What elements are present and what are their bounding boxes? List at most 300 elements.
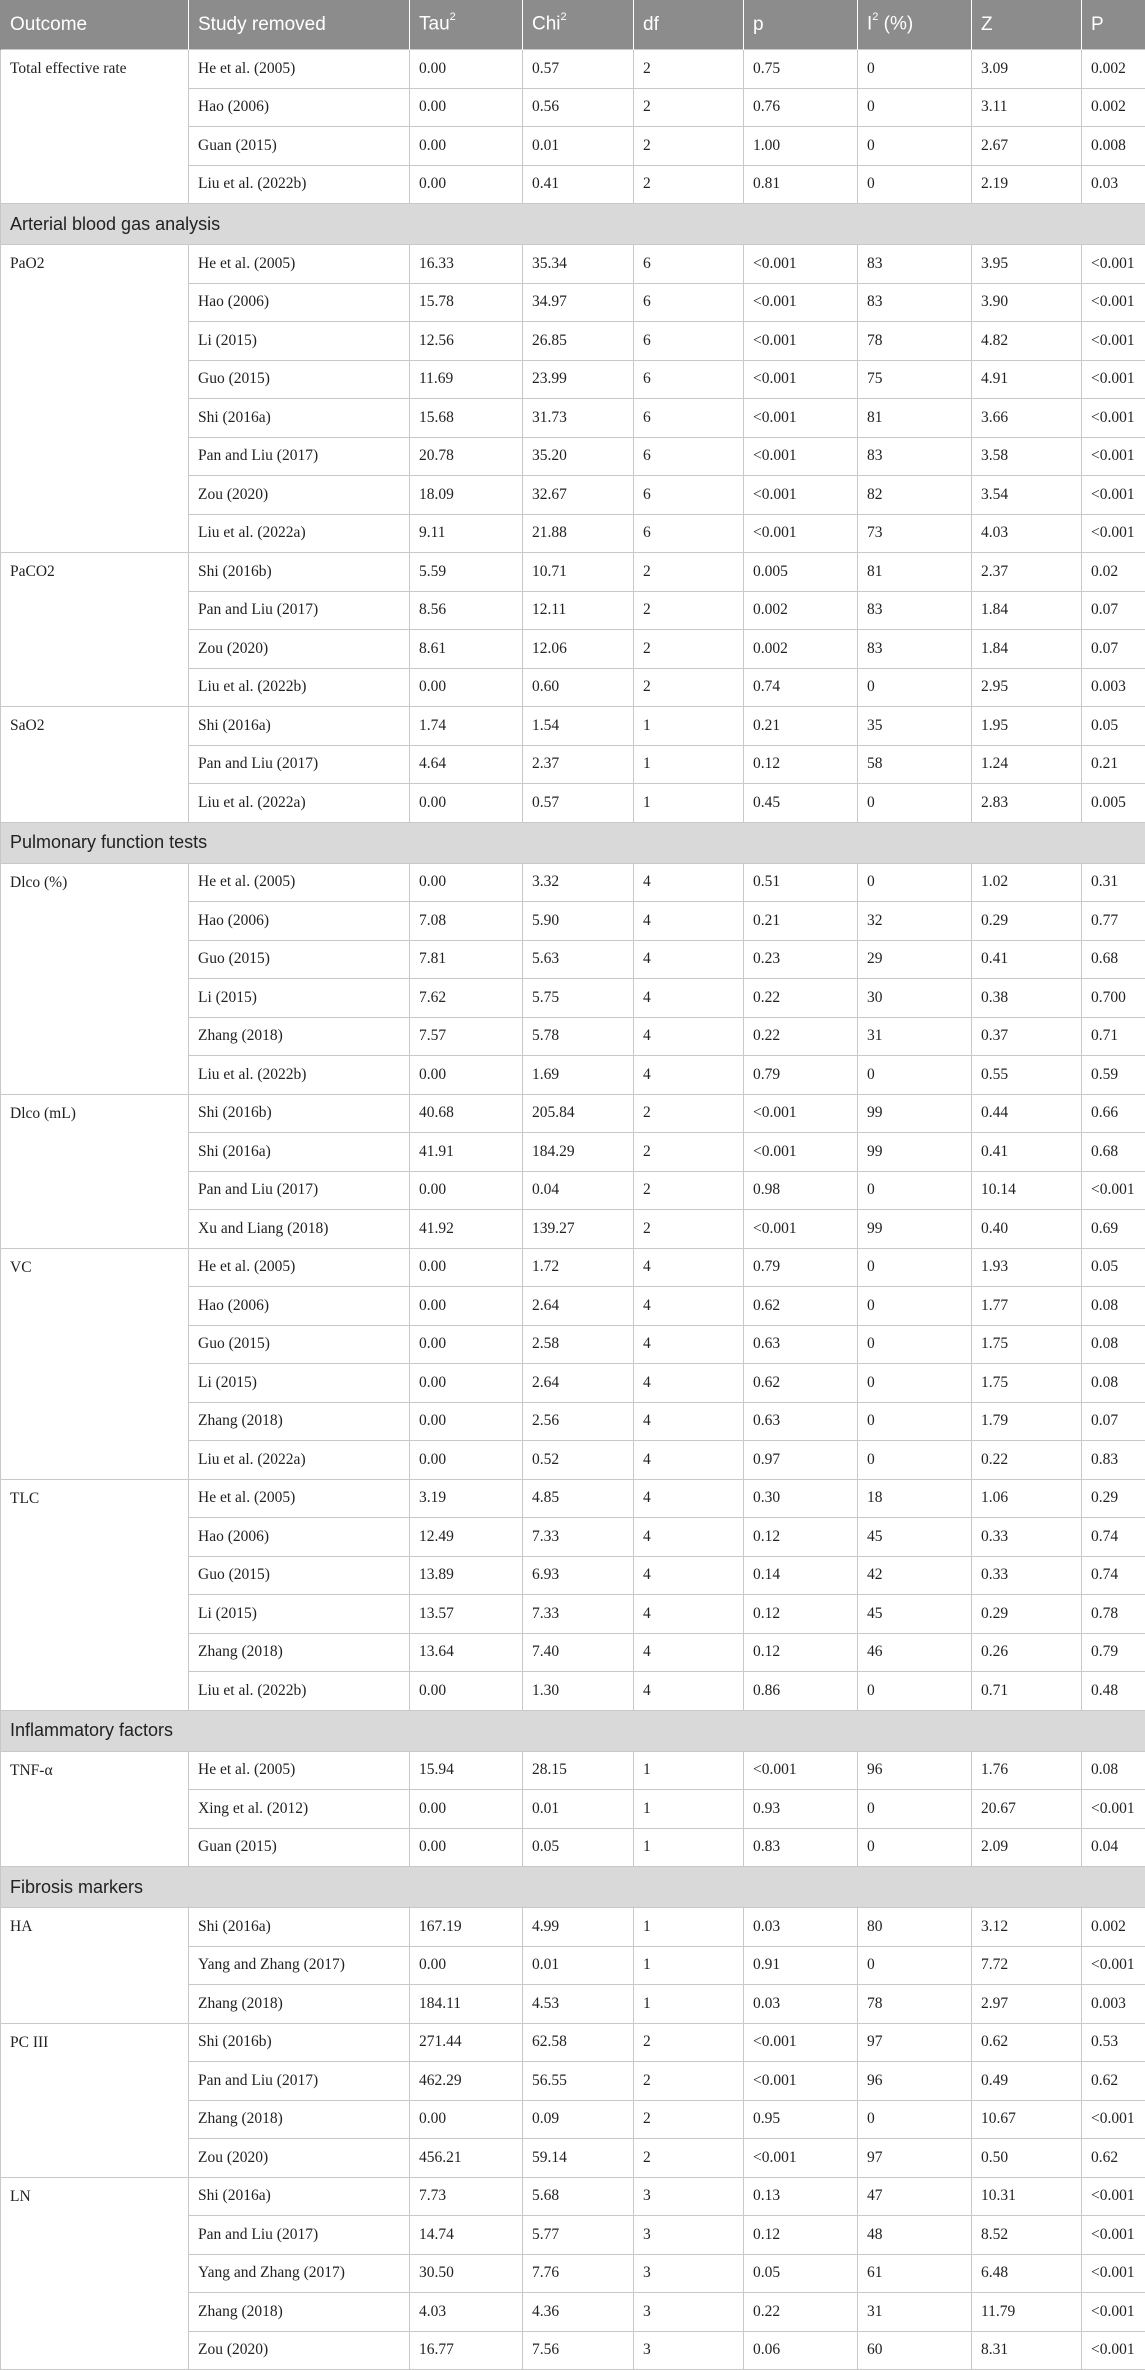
- df-cell: 2: [634, 2100, 744, 2139]
- study-cell: Liu et al. (2022a): [189, 784, 410, 823]
- tau2-cell: 0.00: [410, 1171, 523, 1210]
- z-cell: 1.75: [972, 1325, 1082, 1364]
- study-cell: Shi (2016a): [189, 1133, 410, 1172]
- study-cell: Shi (2016a): [189, 707, 410, 746]
- i2-cell: 45: [858, 1595, 972, 1634]
- i2-cell: 35: [858, 707, 972, 746]
- i2-cell: 0: [858, 50, 972, 89]
- chi2-cell: 1.72: [523, 1248, 634, 1287]
- tau2-cell: 0.00: [410, 1287, 523, 1326]
- chi2-cell: 59.14: [523, 2139, 634, 2178]
- df-cell: 4: [634, 1056, 744, 1095]
- tau2-cell: 0.00: [410, 1056, 523, 1095]
- df-cell: 4: [634, 1402, 744, 1441]
- study-cell: Hao (2006): [189, 283, 410, 322]
- table-row: [1, 553, 1145, 592]
- p-cell: 0.95: [744, 2100, 858, 2139]
- df-cell: 6: [634, 322, 744, 361]
- z-cell: 1.93: [972, 1248, 1082, 1287]
- df-cell: 6: [634, 360, 744, 399]
- outcome-cell: Total effective rate: [1, 50, 189, 204]
- p-cell: 0.03: [744, 1908, 858, 1947]
- p-value-cell: 0.53: [1082, 2023, 1145, 2062]
- i2-cell: 0: [858, 1248, 972, 1287]
- chi2-cell: 56.55: [523, 2062, 634, 2101]
- p-value-cell: 0.66: [1082, 1094, 1145, 1133]
- tau2-cell: 0.00: [410, 2100, 523, 2139]
- tau2-cell: 462.29: [410, 2062, 523, 2101]
- df-cell: 3: [634, 2293, 744, 2332]
- section-row: [1, 822, 1145, 863]
- p-value-cell: 0.07: [1082, 591, 1145, 630]
- z-cell: 8.31: [972, 2331, 1082, 2370]
- outcome-cell: PaO2: [1, 245, 189, 553]
- p-value-cell: 0.48: [1082, 1672, 1145, 1711]
- chi2-cell: 2.56: [523, 1402, 634, 1441]
- i2-cell: 0: [858, 668, 972, 707]
- p-value-cell: <0.001: [1082, 437, 1145, 476]
- z-cell: 0.37: [972, 1017, 1082, 1056]
- p-value-cell: <0.001: [1082, 1946, 1145, 1985]
- chi2-cell: 4.99: [523, 1908, 634, 1947]
- p-cell: <0.001: [744, 437, 858, 476]
- study-cell: Liu et al. (2022b): [189, 668, 410, 707]
- tau2-cell: 167.19: [410, 1908, 523, 1947]
- i2-cell: 61: [858, 2254, 972, 2293]
- i2-cell: 0: [858, 1364, 972, 1403]
- header-z: Z: [972, 0, 1082, 50]
- z-cell: 10.31: [972, 2177, 1082, 2216]
- df-cell: 2: [634, 630, 744, 669]
- study-cell: Pan and Liu (2017): [189, 591, 410, 630]
- p-value-cell: 0.04: [1082, 1828, 1145, 1867]
- df-cell: 4: [634, 902, 744, 941]
- chi2-cell: 32.67: [523, 476, 634, 515]
- z-cell: 0.62: [972, 2023, 1082, 2062]
- p-value-cell: 0.08: [1082, 1751, 1145, 1790]
- df-cell: 3: [634, 2216, 744, 2255]
- tau2-cell: 13.64: [410, 1633, 523, 1672]
- df-cell: 3: [634, 2177, 744, 2216]
- header-study-removed: Study removed: [189, 0, 410, 50]
- table-row: [1, 50, 1145, 89]
- chi2-cell: 7.56: [523, 2331, 634, 2370]
- table-row: [1, 707, 1145, 746]
- i2-cell: 60: [858, 2331, 972, 2370]
- p-cell: 0.21: [744, 902, 858, 941]
- df-cell: 2: [634, 1210, 744, 1249]
- chi2-cell: 6.93: [523, 1556, 634, 1595]
- p-value-cell: 0.71: [1082, 1017, 1145, 1056]
- df-cell: 3: [634, 2331, 744, 2370]
- df-cell: 6: [634, 399, 744, 438]
- study-cell: Guo (2015): [189, 1556, 410, 1595]
- z-cell: 0.29: [972, 902, 1082, 941]
- df-cell: 4: [634, 1017, 744, 1056]
- p-value-cell: 0.74: [1082, 1518, 1145, 1557]
- z-cell: 1.84: [972, 630, 1082, 669]
- z-cell: 3.66: [972, 399, 1082, 438]
- p-value-cell: 0.77: [1082, 902, 1145, 941]
- chi2-cell: 7.76: [523, 2254, 634, 2293]
- p-cell: 0.002: [744, 591, 858, 630]
- chi2-cell: 139.27: [523, 1210, 634, 1249]
- chi2-cell: 21.88: [523, 514, 634, 553]
- tau2-cell: 0.00: [410, 50, 523, 89]
- tau2-cell: 7.57: [410, 1017, 523, 1056]
- df-cell: 4: [634, 1672, 744, 1711]
- outcome-cell: Dlco (%): [1, 863, 189, 1094]
- tau2-cell: 7.81: [410, 940, 523, 979]
- i2-cell: 81: [858, 553, 972, 592]
- study-cell: Pan and Liu (2017): [189, 437, 410, 476]
- p-value-cell: 0.79: [1082, 1633, 1145, 1672]
- study-cell: Hao (2006): [189, 88, 410, 127]
- i2-cell: 31: [858, 1017, 972, 1056]
- i2-cell: 0: [858, 1441, 972, 1480]
- i2-cell: 83: [858, 245, 972, 284]
- tau2-cell: 30.50: [410, 2254, 523, 2293]
- tau2-cell: 0.00: [410, 1672, 523, 1711]
- chi2-cell: 7.33: [523, 1595, 634, 1634]
- study-cell: Xing et al. (2012): [189, 1790, 410, 1829]
- chi2-cell: 2.64: [523, 1364, 634, 1403]
- header-chi2: Chi$^2$: [523, 0, 634, 50]
- z-cell: 1.76: [972, 1751, 1082, 1790]
- table-row: [1, 2177, 1145, 2216]
- header-i2: $I^2$ (%): [858, 0, 972, 50]
- p-value-cell: 0.05: [1082, 1248, 1145, 1287]
- chi2-cell: 0.01: [523, 127, 634, 166]
- p-cell: <0.001: [744, 360, 858, 399]
- z-cell: 0.41: [972, 940, 1082, 979]
- z-cell: 0.50: [972, 2139, 1082, 2178]
- p-value-cell: <0.001: [1082, 2331, 1145, 2370]
- p-cell: <0.001: [744, 2139, 858, 2178]
- study-cell: Shi (2016b): [189, 1094, 410, 1133]
- study-cell: He et al. (2005): [189, 50, 410, 89]
- chi2-cell: 0.56: [523, 88, 634, 127]
- chi2-cell: 0.05: [523, 1828, 634, 1867]
- study-cell: Guo (2015): [189, 360, 410, 399]
- df-cell: 1: [634, 1908, 744, 1947]
- chi2-cell: 0.01: [523, 1946, 634, 1985]
- df-cell: 2: [634, 591, 744, 630]
- chi2-cell: 0.57: [523, 50, 634, 89]
- chi2-cell: 0.52: [523, 1441, 634, 1480]
- p-value-cell: <0.001: [1082, 2177, 1145, 2216]
- p-cell: 0.79: [744, 1056, 858, 1095]
- tau2-cell: 13.89: [410, 1556, 523, 1595]
- df-cell: 4: [634, 1556, 744, 1595]
- study-cell: Guan (2015): [189, 127, 410, 166]
- z-cell: 3.09: [972, 50, 1082, 89]
- study-cell: He et al. (2005): [189, 1751, 410, 1790]
- z-cell: 0.33: [972, 1518, 1082, 1557]
- p-cell: 0.81: [744, 165, 858, 204]
- study-cell: Liu et al. (2022a): [189, 1441, 410, 1480]
- z-cell: 3.90: [972, 283, 1082, 322]
- tau2-cell: 0.00: [410, 1402, 523, 1441]
- study-cell: Hao (2006): [189, 902, 410, 941]
- p-cell: 0.83: [744, 1828, 858, 1867]
- p-cell: 0.63: [744, 1325, 858, 1364]
- i2-cell: 0: [858, 863, 972, 902]
- z-cell: 10.14: [972, 1171, 1082, 1210]
- df-cell: 1: [634, 707, 744, 746]
- tau2-cell: 4.64: [410, 745, 523, 784]
- z-cell: 2.37: [972, 553, 1082, 592]
- study-cell: Liu et al. (2022b): [189, 1672, 410, 1711]
- study-cell: Liu et al. (2022a): [189, 514, 410, 553]
- p-value-cell: <0.001: [1082, 360, 1145, 399]
- chi2-cell: 5.63: [523, 940, 634, 979]
- p-cell: <0.001: [744, 476, 858, 515]
- chi2-cell: 2.64: [523, 1287, 634, 1326]
- study-cell: Zhang (2018): [189, 2293, 410, 2332]
- i2-cell: 73: [858, 514, 972, 553]
- i2-cell: 80: [858, 1908, 972, 1947]
- i2-cell: 0: [858, 127, 972, 166]
- tau2-cell: 0.00: [410, 1325, 523, 1364]
- table-row: [1, 863, 1145, 902]
- study-cell: Li (2015): [189, 1595, 410, 1634]
- chi2-cell: 10.71: [523, 553, 634, 592]
- study-cell: Shi (2016a): [189, 2177, 410, 2216]
- chi2-cell: 62.58: [523, 2023, 634, 2062]
- z-cell: 1.95: [972, 707, 1082, 746]
- p-value-cell: 0.005: [1082, 784, 1145, 823]
- header-outcome: Outcome: [1, 0, 189, 50]
- outcome-cell: PaCO2: [1, 553, 189, 707]
- i2-cell: 46: [858, 1633, 972, 1672]
- tau2-cell: 0.00: [410, 1364, 523, 1403]
- p-cell: 0.12: [744, 1518, 858, 1557]
- i2-cell: 78: [858, 322, 972, 361]
- p-value-cell: 0.700: [1082, 979, 1145, 1018]
- z-cell: 0.38: [972, 979, 1082, 1018]
- p-value-cell: 0.78: [1082, 1595, 1145, 1634]
- tau2-cell: 4.03: [410, 2293, 523, 2332]
- chi2-cell: 28.15: [523, 1751, 634, 1790]
- tau2-cell: 0.00: [410, 668, 523, 707]
- df-cell: 1: [634, 1828, 744, 1867]
- z-cell: 1.75: [972, 1364, 1082, 1403]
- i2-cell: 83: [858, 437, 972, 476]
- section-heading: Fibrosis markers: [1, 1867, 1145, 1908]
- tau2-cell: 271.44: [410, 2023, 523, 2062]
- tau2-cell: 0.00: [410, 1828, 523, 1867]
- study-cell: Hao (2006): [189, 1287, 410, 1326]
- i2-cell: 0: [858, 1171, 972, 1210]
- table-body: [1, 50, 1145, 2370]
- p-cell: <0.001: [744, 245, 858, 284]
- tau2-cell: 15.68: [410, 399, 523, 438]
- chi2-cell: 0.09: [523, 2100, 634, 2139]
- p-cell: 0.62: [744, 1287, 858, 1326]
- p-value-cell: 0.008: [1082, 127, 1145, 166]
- p-cell: 0.22: [744, 979, 858, 1018]
- df-cell: 4: [634, 1364, 744, 1403]
- study-cell: Zhang (2018): [189, 1402, 410, 1441]
- i2-cell: 82: [858, 476, 972, 515]
- tau2-cell: 0.00: [410, 1248, 523, 1287]
- tau2-cell: 20.78: [410, 437, 523, 476]
- chi2-cell: 12.06: [523, 630, 634, 669]
- p-cell: 0.14: [744, 1556, 858, 1595]
- z-cell: 3.12: [972, 1908, 1082, 1947]
- z-cell: 3.58: [972, 437, 1082, 476]
- p-cell: <0.001: [744, 2062, 858, 2101]
- z-cell: 10.67: [972, 2100, 1082, 2139]
- chi2-cell: 5.90: [523, 902, 634, 941]
- z-cell: 0.22: [972, 1441, 1082, 1480]
- tau2-cell: 7.73: [410, 2177, 523, 2216]
- z-cell: 7.72: [972, 1946, 1082, 1985]
- i2-cell: 0: [858, 784, 972, 823]
- p-cell: 0.12: [744, 2216, 858, 2255]
- i2-cell: 29: [858, 940, 972, 979]
- p-cell: 0.03: [744, 1985, 858, 2024]
- z-cell: 0.40: [972, 1210, 1082, 1249]
- p-value-cell: <0.001: [1082, 476, 1145, 515]
- tau2-cell: 15.94: [410, 1751, 523, 1790]
- study-cell: Xu and Liang (2018): [189, 1210, 410, 1249]
- chi2-cell: 5.77: [523, 2216, 634, 2255]
- df-cell: 4: [634, 1633, 744, 1672]
- outcome-cell: VC: [1, 1248, 189, 1479]
- p-value-cell: 0.08: [1082, 1287, 1145, 1326]
- p-value-cell: 0.69: [1082, 1210, 1145, 1249]
- tau2-cell: 8.56: [410, 591, 523, 630]
- p-cell: 0.12: [744, 745, 858, 784]
- chi2-cell: 5.75: [523, 979, 634, 1018]
- study-cell: Pan and Liu (2017): [189, 2216, 410, 2255]
- df-cell: 4: [634, 863, 744, 902]
- z-cell: 1.77: [972, 1287, 1082, 1326]
- p-cell: 1.00: [744, 127, 858, 166]
- tau2-cell: 12.56: [410, 322, 523, 361]
- p-value-cell: <0.001: [1082, 283, 1145, 322]
- i2-cell: 96: [858, 2062, 972, 2101]
- study-cell: He et al. (2005): [189, 1479, 410, 1518]
- p-cell: 0.62: [744, 1364, 858, 1403]
- tau2-cell: 13.57: [410, 1595, 523, 1634]
- p-cell: 0.91: [744, 1946, 858, 1985]
- p-cell: 0.06: [744, 2331, 858, 2370]
- p-cell: 0.86: [744, 1672, 858, 1711]
- z-cell: 0.26: [972, 1633, 1082, 1672]
- z-cell: 1.06: [972, 1479, 1082, 1518]
- i2-cell: 81: [858, 399, 972, 438]
- p-cell: <0.001: [744, 514, 858, 553]
- p-value-cell: 0.03: [1082, 165, 1145, 204]
- p-value-cell: 0.003: [1082, 668, 1145, 707]
- tau2-cell: 3.19: [410, 1479, 523, 1518]
- i2-cell: 32: [858, 902, 972, 941]
- z-cell: 4.03: [972, 514, 1082, 553]
- df-cell: 4: [634, 979, 744, 1018]
- section-row: [1, 1867, 1145, 1908]
- i2-cell: 30: [858, 979, 972, 1018]
- section-heading: Inflammatory factors: [1, 1710, 1145, 1751]
- chi2-cell: 1.30: [523, 1672, 634, 1711]
- p-cell: 0.97: [744, 1441, 858, 1480]
- chi2-cell: 23.99: [523, 360, 634, 399]
- outcome-cell: PC III: [1, 2023, 189, 2177]
- df-cell: 4: [634, 1441, 744, 1480]
- study-cell: Zou (2020): [189, 2331, 410, 2370]
- p-value-cell: 0.83: [1082, 1441, 1145, 1480]
- z-cell: 4.82: [972, 322, 1082, 361]
- i2-cell: 45: [858, 1518, 972, 1557]
- z-cell: 1.84: [972, 591, 1082, 630]
- p-value-cell: 0.08: [1082, 1364, 1145, 1403]
- tau2-cell: 15.78: [410, 283, 523, 322]
- study-cell: Yang and Zhang (2017): [189, 2254, 410, 2293]
- i2-cell: 58: [858, 745, 972, 784]
- p-value-cell: <0.001: [1082, 2216, 1145, 2255]
- p-cell: 0.12: [744, 1595, 858, 1634]
- chi2-cell: 4.53: [523, 1985, 634, 2024]
- p-value-cell: 0.002: [1082, 88, 1145, 127]
- p-value-cell: 0.68: [1082, 940, 1145, 979]
- i2-cell: 0: [858, 1790, 972, 1829]
- header-df: df: [634, 0, 744, 50]
- df-cell: 1: [634, 1790, 744, 1829]
- df-cell: 4: [634, 1248, 744, 1287]
- p-value-cell: 0.21: [1082, 745, 1145, 784]
- study-cell: He et al. (2005): [189, 1248, 410, 1287]
- tau2-cell: 456.21: [410, 2139, 523, 2178]
- tau2-cell: 18.09: [410, 476, 523, 515]
- p-value-cell: 0.29: [1082, 1479, 1145, 1518]
- tau2-cell: 0.00: [410, 88, 523, 127]
- z-cell: 11.79: [972, 2293, 1082, 2332]
- i2-cell: 0: [858, 1287, 972, 1326]
- chi2-cell: 7.33: [523, 1518, 634, 1557]
- df-cell: 2: [634, 1133, 744, 1172]
- z-cell: 2.67: [972, 127, 1082, 166]
- section-row: [1, 1710, 1145, 1751]
- header-p-value: P: [1082, 0, 1145, 50]
- p-cell: 0.002: [744, 630, 858, 669]
- z-cell: 20.67: [972, 1790, 1082, 1829]
- study-cell: Zhang (2018): [189, 1633, 410, 1672]
- table-row: [1, 2023, 1145, 2062]
- df-cell: 4: [634, 1518, 744, 1557]
- study-cell: Shi (2016a): [189, 399, 410, 438]
- z-cell: 3.95: [972, 245, 1082, 284]
- z-cell: 8.52: [972, 2216, 1082, 2255]
- chi2-cell: 0.60: [523, 668, 634, 707]
- chi2-cell: 35.20: [523, 437, 634, 476]
- p-cell: 0.63: [744, 1402, 858, 1441]
- z-cell: 2.83: [972, 784, 1082, 823]
- df-cell: 4: [634, 940, 744, 979]
- outcome-cell: TNF-α: [1, 1751, 189, 1867]
- study-cell: Zou (2020): [189, 2139, 410, 2178]
- study-cell: Zhang (2018): [189, 2100, 410, 2139]
- chi2-cell: 184.29: [523, 1133, 634, 1172]
- i2-cell: 31: [858, 2293, 972, 2332]
- i2-cell: 0: [858, 1672, 972, 1711]
- p-value-cell: 0.62: [1082, 2062, 1145, 2101]
- chi2-cell: 35.34: [523, 245, 634, 284]
- study-cell: Zhang (2018): [189, 1017, 410, 1056]
- i2-cell: 99: [858, 1210, 972, 1249]
- chi2-cell: 0.57: [523, 784, 634, 823]
